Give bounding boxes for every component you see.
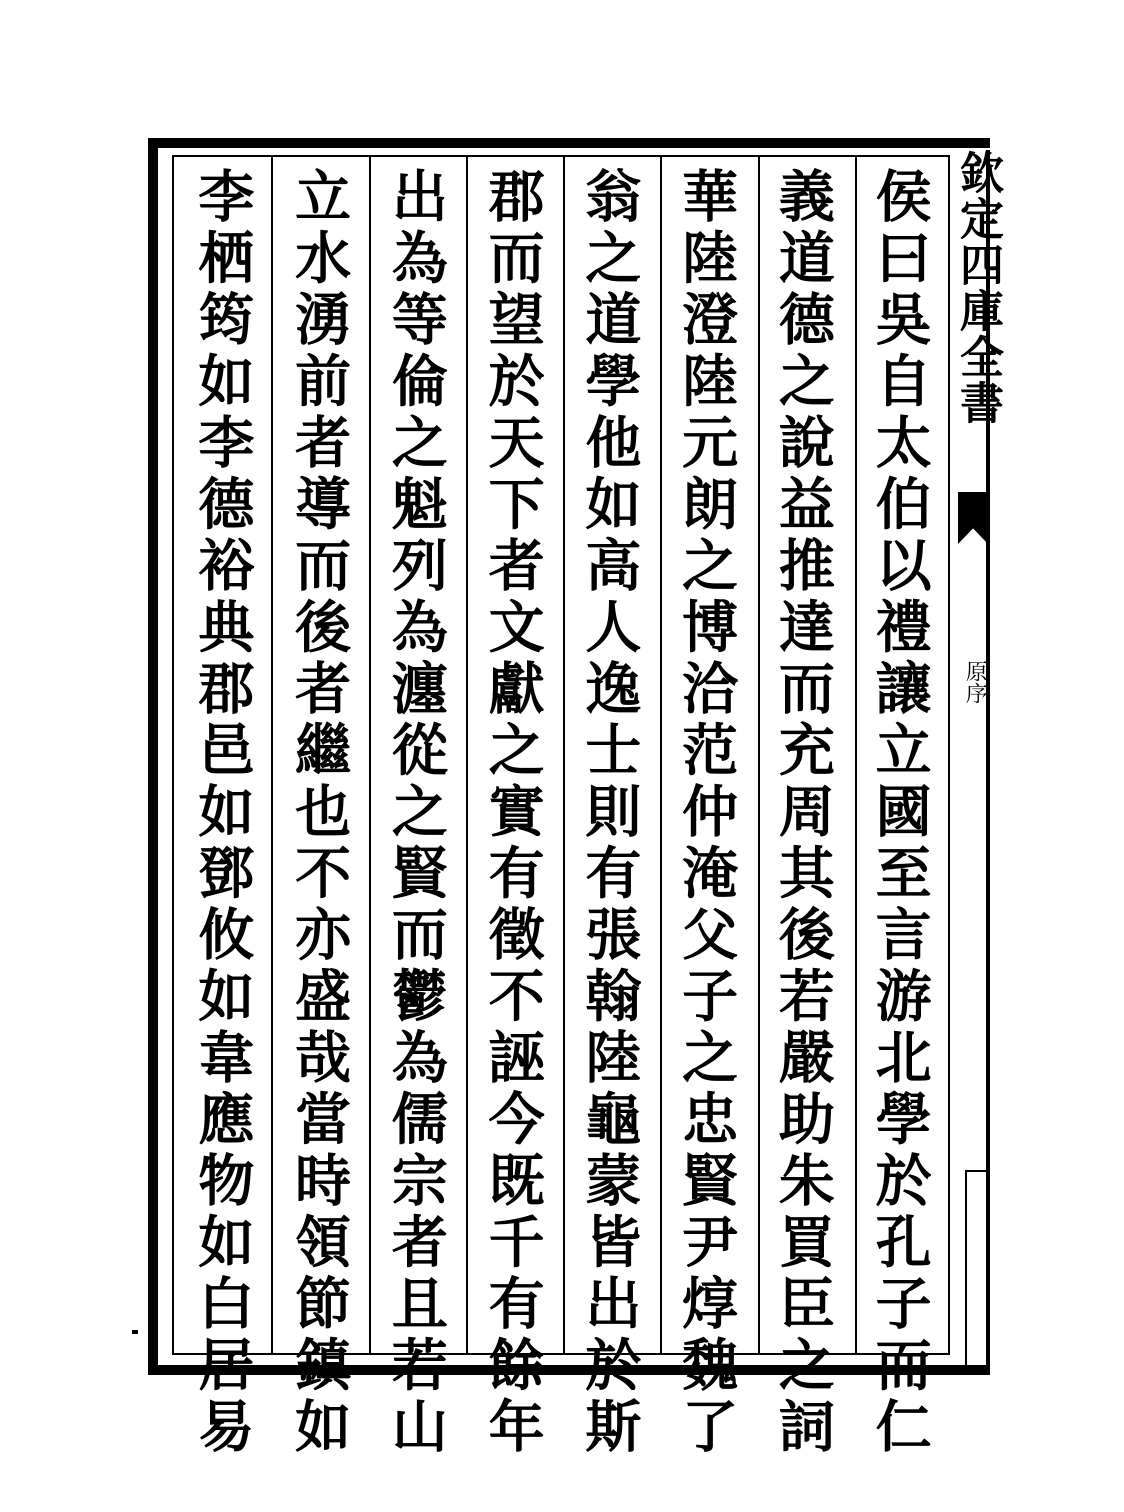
- text-column-1: [851, 157, 948, 1459]
- text-column-4: [561, 157, 658, 1459]
- column-text: 立水湧前者導而後者繼也不亦盛哉當時領節鎮如: [286, 167, 353, 1459]
- column-text: 出為等倫之魁列為瀍從之賢而鬱為儒宗者且若山: [382, 167, 449, 1459]
- column-text: 侯曰吳自太伯以禮讓立國至言游北學於孔子而仁: [866, 167, 933, 1459]
- column-divider: [466, 157, 468, 1353]
- text-block: [172, 155, 950, 1459]
- column-text: 義道德之說益推達而充周其後若嚴助朱買臣之詞: [769, 167, 836, 1459]
- column-text: 李栖筠如李德裕典郡邑如鄧攸如韋應物如白居易: [189, 167, 256, 1459]
- text-column-8: [174, 157, 271, 1459]
- book-title: 欽定四庫全書: [952, 150, 1003, 426]
- ink-dot: [132, 1330, 138, 1334]
- column-text: 翁之道學他如高人逸士則有張翰陸龜蒙皆出於斯: [576, 167, 643, 1459]
- column-divider: [855, 157, 857, 1353]
- column-text: 郡而望於天下者文獻之實有徵不誣今既千有餘年: [479, 167, 546, 1459]
- column-divider: [660, 157, 662, 1353]
- text-column-3: [658, 157, 755, 1459]
- text-column-7: [271, 157, 368, 1459]
- section-title: 原序: [962, 660, 988, 704]
- text-column-5: [464, 157, 561, 1459]
- text-column-6: [368, 157, 465, 1459]
- text-column-2: [755, 157, 852, 1459]
- margin-box: [965, 1170, 990, 1375]
- column-divider: [758, 157, 760, 1353]
- text-columns: [174, 157, 948, 1459]
- column-divider: [369, 157, 371, 1353]
- column-divider: [271, 157, 273, 1353]
- column-text: 華陸澄陸元朗之博洽范仲淹父子之忠賢尹焞魏了: [673, 167, 740, 1459]
- column-divider: [563, 157, 565, 1353]
